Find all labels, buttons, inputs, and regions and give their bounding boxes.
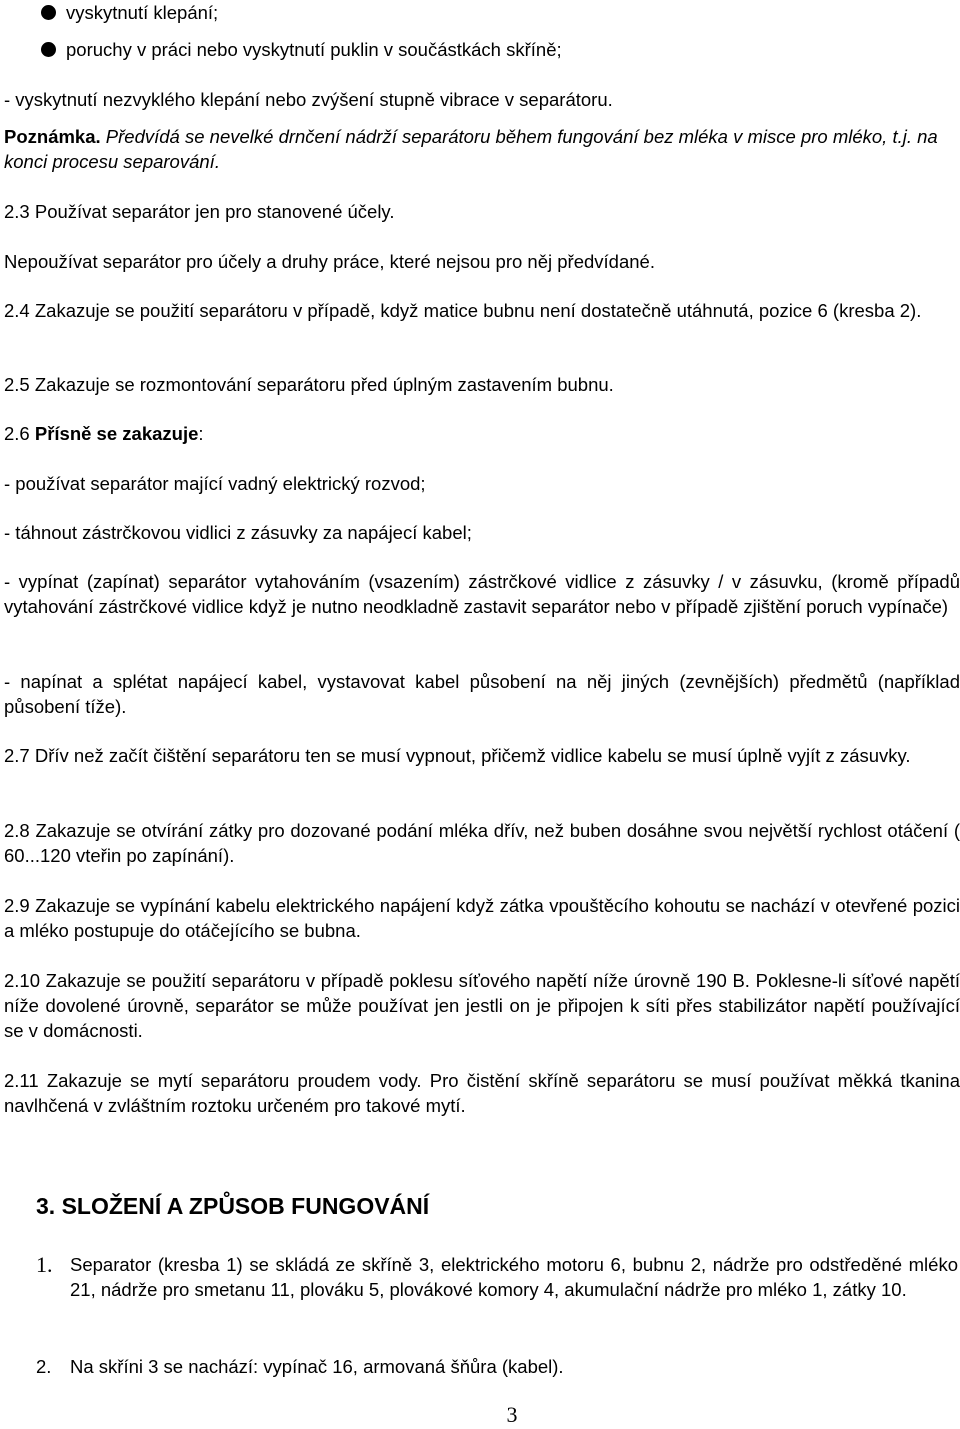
section-2-6-colon: : xyxy=(198,423,204,444)
prohibition-item: - táhnout zástrčkovou vidlici z zásuvky za napájecí kabel; xyxy=(4,522,472,543)
prohibition-item: - vypínat (zapínat) separátor vytahováním (vsazením) zástrčkové vidlice z zásuvky / v zásuvku, (kromě případů vytahování zástrčkové vidlice když je nutno neodkladně zastavit separátor nebo v případě zjištění poruch vypínače) xyxy=(4,571,960,617)
section-2-11: 2.11 Zakazuje se mytí separátoru proudem vody. Pro čistění skříně separátoru se musí používat měkká tkanina navlhčená v zvláštním roztoku určeném pro takové mytí. xyxy=(4,1070,960,1116)
bullet-item: vyskytnutí klepání; xyxy=(66,2,219,23)
bullet-item: poruchy v práci nebo vyskytnutí puklin v součástkách skříně; xyxy=(66,39,562,60)
section-2-6-bold: Přísně se zakazuje xyxy=(34,423,199,444)
section-2-5: 2.5 Zakazuje se rozmontování separátoru před úplným zastavením bubnu. xyxy=(4,374,614,395)
section-2-3-sub: Nepoužívat separátor pro účely a druhy práce, které nejsou pro něj předvídané. xyxy=(4,251,655,272)
bullet-dot-icon xyxy=(41,5,56,20)
list-item: Na skříni 3 se nachází: vypínač 16, armovaná šňůra (kabel). xyxy=(70,1356,564,1377)
section-2-6-title xyxy=(4,421,960,446)
list-number: 1. xyxy=(36,1252,53,1277)
note-paragraph xyxy=(4,124,960,174)
section-2-9: 2.9 Zakazuje se vypínání kabelu elektrického napájení když zátka vpouštěcího kohoutu se nachází v otevřené pozici a mléko postupuje do otáčejícího se bubna. xyxy=(4,895,960,941)
prohibition-item: - napínat a splétat napájecí kabel, vystavovat kabel působení na něj jiných (zevnějších) předmětů (například působení tíže). xyxy=(4,671,960,717)
bullet-dot-icon xyxy=(41,42,56,57)
list-number: 2. xyxy=(36,1356,52,1377)
section-3-heading: 3. SLOŽENÍ A ZPŮSOB FUNGOVÁNÍ xyxy=(36,1193,430,1219)
dash-vibration: - vyskytnutí nezvyklého klepání nebo zvýšení stupně vibrace v separátoru. xyxy=(4,89,613,110)
note-label: Poznámka. xyxy=(4,126,101,147)
section-2-3 xyxy=(4,199,960,224)
prohibition-item: - používat separátor mající vadný elektrický rozvod; xyxy=(4,473,426,494)
note-text: Předvídá se nevelké drnčení nádrží separátoru během fungování bez mléka v misce pro mléko, t.j. na konci procesu separování. xyxy=(4,126,938,172)
section-2-6-number: 2.6 xyxy=(4,423,35,444)
section-2-7: 2.7 Dřív než začít čištění separátoru ten se musí vypnout, přičemž vidlice kabelu se musí úplně vyjít z zásuvky. xyxy=(4,745,911,766)
section-2-8: 2.8 Zakazuje se otvírání zátky pro dozované podání mléka dřív, než buben dosáhne svou největší rychlost otáčení ( 60...120 vteřin po zapínání). xyxy=(4,820,960,866)
section-2-3-number: 2.3 xyxy=(4,201,30,222)
list-item: Separator (kresba 1) se skládá ze skříně 3, elektrického motoru 6, bubnu 2, nádrže pro odstředěné mléko 21, nádrže pro smetanu 11, plováku 5, plovákové komory 4, akumulační nádrže pro mléko 1, zátky 10. xyxy=(70,1254,958,1300)
section-2-4: 2.4 Zakazuje se použití separátoru v případě, když matice bubnu není dostatečně utáhnutá, pozice 6 (kresba 2). xyxy=(4,300,922,321)
section-2-10: 2.10 Zakazuje se použití separátoru v případě poklesu síťového napětí níže úrovně 190 B. Poklesne-li síťové napětí níže dovolené úrovně, separátor se může používat jen jestli on je připojen k síti přes stabilizátor napětí používající se v domácnosti. xyxy=(4,970,960,1041)
page-number: 3 xyxy=(506,1402,518,1427)
section-2-3-text: Používat separátor jen pro stanovené účely. xyxy=(29,201,395,222)
